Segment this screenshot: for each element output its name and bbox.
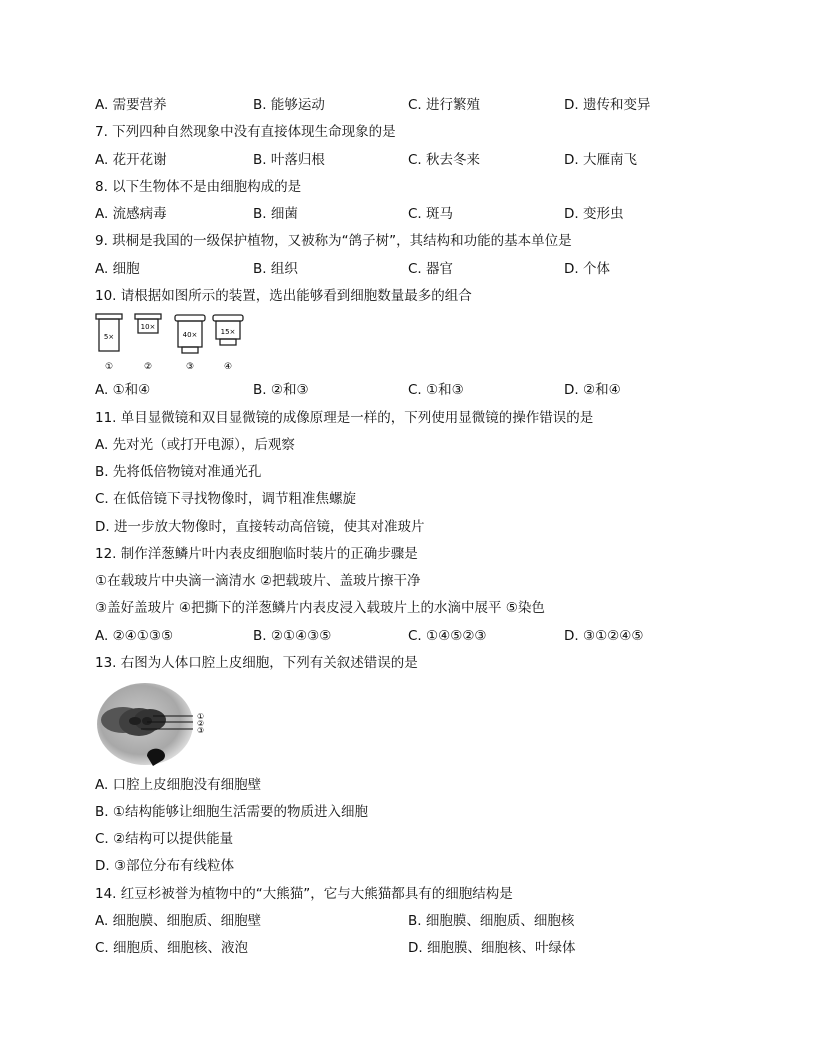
q13-option-a: A. 口腔上皮细胞没有细胞壁 (95, 777, 262, 793)
q14-options-row-2 (95, 939, 735, 957)
q6-options (95, 96, 735, 114)
q7-stem: 7. 下列四种自然现象中没有直接体现生命现象的是 (95, 124, 396, 140)
lens-3-number: ③ (185, 362, 195, 372)
q6-option-d: D. 遗传和变异 (564, 97, 651, 113)
q7-option-c: C. 秋去冬来 (408, 152, 481, 168)
q7-options (95, 151, 735, 169)
q12-option-d: D. ③①②④⑤ (564, 628, 644, 644)
lens-1-number: ① (104, 362, 114, 372)
q9-option-d: D. 个体 (564, 261, 610, 277)
q14-options-row-1 (95, 912, 735, 930)
q7-option-d: D. 大雁南飞 (564, 152, 637, 168)
q13-option-c: C. ②结构可以提供能量 (95, 831, 234, 847)
q14-option-b: B. 细胞膜、细胞质、细胞核 (408, 913, 575, 929)
q10-stem: 10. 请根据如图所示的装置，选出能够看到细胞数量最多的组合 (95, 288, 472, 304)
q10-options (95, 381, 735, 399)
lens-4-label: 15× (220, 328, 236, 336)
q9-options (95, 260, 735, 278)
q10-option-c: C. ①和③ (408, 382, 464, 398)
q14-stem: 14. 红豆杉被誉为植物中的“大熊猫”，它与大熊猫都具有的细胞结构是 (95, 886, 513, 902)
q8-stem: 8. 以下生物体不是由细胞构成的是 (95, 179, 302, 195)
q9-option-c: C. 器官 (408, 261, 454, 277)
q6-option-a: A. 需要营养 (95, 97, 167, 113)
q10-option-d: D. ②和④ (564, 382, 621, 398)
q11-option-a: A. 先对光（或打开电源），后观察 (95, 437, 295, 453)
q8-option-b: B. 细菌 (253, 206, 298, 222)
q6-option-b: B. 能够运动 (253, 97, 325, 113)
q8-option-c: C. 斑马 (408, 206, 454, 222)
q10-option-a: A. ①和④ (95, 382, 151, 398)
lens-2-number: ② (143, 362, 153, 372)
q8-option-a: A. 流感病毒 (95, 206, 167, 222)
q11-option-d: D. 进一步放大物像时，直接转动高倍镜，使其对准玻片 (95, 519, 425, 535)
lens-4-number: ④ (223, 362, 233, 372)
q7-option-a: A. 花开花谢 (95, 152, 167, 168)
q12-option-a: A. ②④①③⑤ (95, 628, 174, 644)
q14-option-d: D. 细胞膜、细胞核、叶绿体 (408, 940, 576, 956)
q11-option-b: B. 先将低倍物镜对准通光孔 (95, 464, 262, 480)
cell-label-2: ② (197, 719, 205, 728)
q12-option-c: C. ①④⑤②③ (408, 628, 487, 644)
q6-option-c: C. 进行繁殖 (408, 97, 481, 113)
q9-option-a: A. 细胞 (95, 261, 140, 277)
lens-1-label: 5× (103, 333, 115, 341)
q13-option-b: B. ①结构能够让细胞生活需要的物质进入细胞 (95, 804, 368, 820)
q12-stem: 12. 制作洋葱鳞片叶内表皮细胞临时装片的正确步骤是 (95, 546, 418, 562)
q13-stem: 13. 右图为人体口腔上皮细胞，下列有关叙述错误的是 (95, 655, 418, 671)
objective-lens-3 (175, 315, 205, 372)
lens-3-label: 40× (182, 331, 198, 339)
microscope-lens-figure (95, 312, 245, 374)
cheek-cell-figure (95, 682, 215, 768)
cell-label-1: ① (197, 712, 205, 721)
q9-option-b: B. 组织 (253, 261, 298, 277)
q12-steps-line-1: ①在载玻片中央滴一滴清水 ②把载玻片、盖玻片擦干净 (95, 573, 421, 589)
q8-options (95, 205, 735, 223)
q7-option-b: B. 叶落归根 (253, 152, 325, 168)
q11-option-c: C. 在低倍镜下寻找物像时，调节粗准焦螺旋 (95, 491, 357, 507)
lens-2-label: 10× (140, 323, 156, 331)
q14-option-a: A. 细胞膜、细胞质、细胞壁 (95, 913, 262, 929)
q12-steps-line-2: ③盖好盖玻片 ④把撕下的洋葱鳞片内表皮浸入载玻片上的水滴中展平 ⑤染色 (95, 600, 545, 616)
q9-stem: 9. 珙桐是我国的一级保护植物，又被称为“鸽子树”，其结构和功能的基本单位是 (95, 233, 572, 249)
q12-options (95, 627, 735, 645)
q8-option-d: D. 变形虫 (564, 206, 624, 222)
eyepiece-lens-2 (135, 314, 161, 372)
cell-label-3: ③ (197, 726, 205, 735)
q10-option-b: B. ②和③ (253, 382, 309, 398)
q11-stem: 11. 单目显微镜和双目显微镜的成像原理是一样的，下列使用显微镜的操作错误的是 (95, 410, 594, 426)
q14-option-c: C. 细胞质、细胞核、液泡 (95, 940, 249, 956)
q12-option-b: B. ②①④③⑤ (253, 628, 332, 644)
q13-option-d: D. ③部位分布有线粒体 (95, 858, 235, 874)
eyepiece-lens-1 (96, 314, 122, 372)
objective-lens-4 (213, 315, 243, 372)
